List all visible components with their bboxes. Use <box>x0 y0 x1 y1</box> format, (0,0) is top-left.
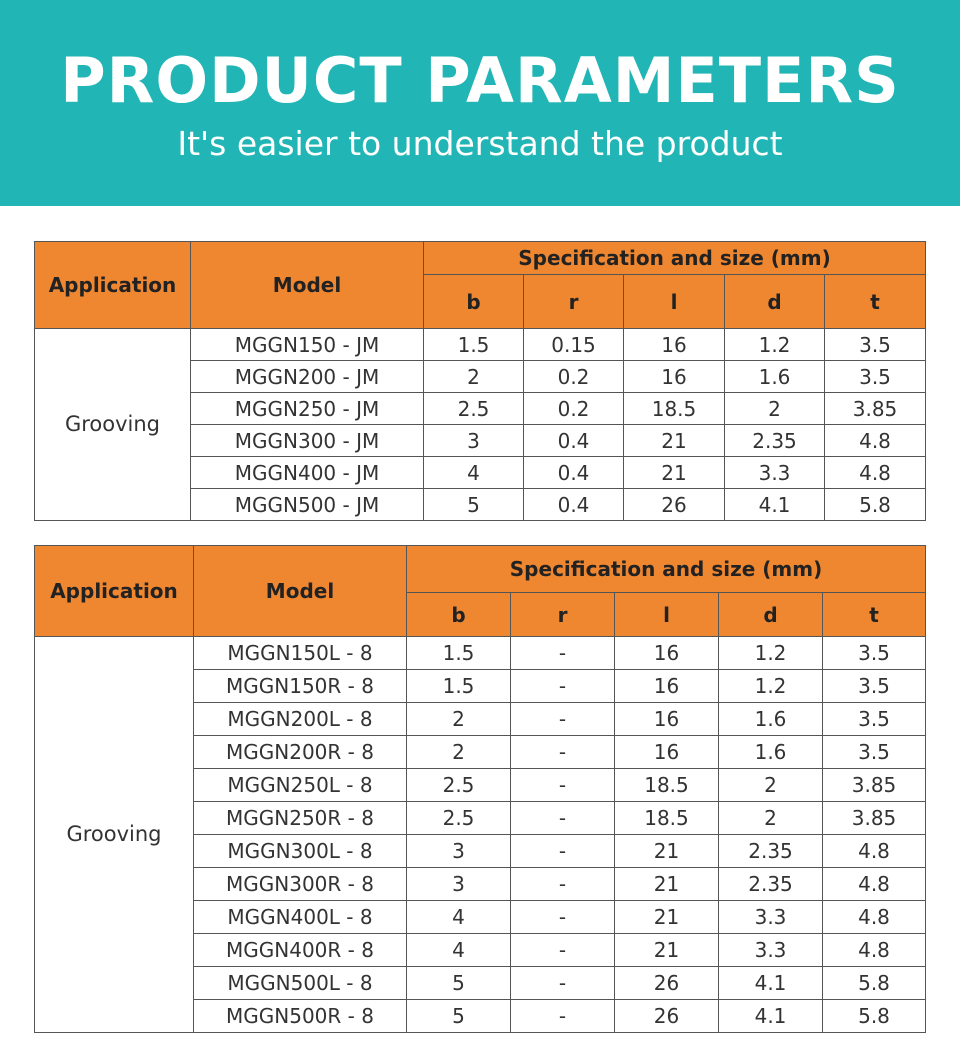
cell-r: 0.4 <box>524 489 624 521</box>
header-col-b: b <box>424 275 524 329</box>
cell-d: 2.35 <box>719 835 823 868</box>
cell-model: MGGN250 - JM <box>191 393 424 425</box>
cell-r: 0.15 <box>524 329 624 361</box>
cell-r: - <box>511 967 615 1000</box>
header-col-d: d <box>719 593 823 637</box>
header-specification: Specification and size (mm) <box>424 242 926 275</box>
cell-d: 1.2 <box>725 329 825 361</box>
cell-r: - <box>511 1000 615 1033</box>
cell-d: 4.1 <box>725 489 825 521</box>
cell-l: 26 <box>624 489 725 521</box>
cell-model: MGGN250R - 8 <box>194 802 407 835</box>
header-banner <box>0 0 960 206</box>
cell-t: 4.8 <box>823 901 926 934</box>
cell-l: 21 <box>624 457 725 489</box>
cell-l: 21 <box>615 934 719 967</box>
cell-l: 16 <box>624 329 725 361</box>
header-specification: Specification and size (mm) <box>407 546 926 593</box>
cell-t: 5.8 <box>823 1000 926 1033</box>
cell-d: 1.2 <box>719 670 823 703</box>
header-model: Model <box>191 242 424 329</box>
page-subtitle: It's easier to understand the product <box>177 124 783 163</box>
cell-d: 4.1 <box>719 967 823 1000</box>
cell-d: 3.3 <box>719 934 823 967</box>
cell-l: 16 <box>615 736 719 769</box>
cell-model: MGGN400R - 8 <box>194 934 407 967</box>
application-cell: Grooving <box>35 329 191 521</box>
spec-table-jm <box>34 241 926 521</box>
cell-t: 4.8 <box>825 425 926 457</box>
table-row <box>35 637 926 670</box>
application-cell: Grooving <box>35 637 194 1033</box>
cell-model: MGGN200 - JM <box>191 361 424 393</box>
cell-d: 1.6 <box>719 736 823 769</box>
cell-t: 3.5 <box>825 361 926 393</box>
cell-t: 4.8 <box>823 835 926 868</box>
cell-r: 0.4 <box>524 457 624 489</box>
cell-d: 1.2 <box>719 637 823 670</box>
cell-b: 5 <box>407 967 511 1000</box>
cell-b: 2.5 <box>424 393 524 425</box>
cell-r: - <box>511 868 615 901</box>
cell-b: 2.5 <box>407 802 511 835</box>
cell-b: 2.5 <box>407 769 511 802</box>
cell-r: 0.2 <box>524 361 624 393</box>
cell-r: - <box>511 802 615 835</box>
cell-b: 1.5 <box>407 637 511 670</box>
cell-l: 21 <box>615 901 719 934</box>
cell-r: - <box>511 934 615 967</box>
cell-b: 4 <box>407 934 511 967</box>
cell-model: MGGN250L - 8 <box>194 769 407 802</box>
cell-r: - <box>511 901 615 934</box>
cell-t: 4.8 <box>825 457 926 489</box>
cell-b: 3 <box>424 425 524 457</box>
cell-r: - <box>511 670 615 703</box>
cell-d: 2.35 <box>719 868 823 901</box>
cell-r: 0.4 <box>524 425 624 457</box>
cell-d: 1.6 <box>725 361 825 393</box>
cell-model: MGGN400 - JM <box>191 457 424 489</box>
cell-d: 2 <box>725 393 825 425</box>
cell-b: 4 <box>407 901 511 934</box>
cell-model: MGGN150 - JM <box>191 329 424 361</box>
cell-l: 21 <box>615 835 719 868</box>
cell-r: - <box>511 736 615 769</box>
header-col-d: d <box>725 275 825 329</box>
cell-l: 26 <box>615 967 719 1000</box>
cell-r: - <box>511 835 615 868</box>
cell-model: MGGN300L - 8 <box>194 835 407 868</box>
cell-t: 3.5 <box>825 329 926 361</box>
cell-b: 2 <box>424 361 524 393</box>
cell-b: 1.5 <box>424 329 524 361</box>
cell-t: 3.85 <box>823 802 926 835</box>
cell-model: MGGN200R - 8 <box>194 736 407 769</box>
cell-model: MGGN500L - 8 <box>194 967 407 1000</box>
cell-t: 3.5 <box>823 670 926 703</box>
table-row <box>35 329 926 361</box>
cell-l: 26 <box>615 1000 719 1033</box>
cell-model: MGGN500 - JM <box>191 489 424 521</box>
cell-r: - <box>511 703 615 736</box>
cell-d: 2.35 <box>725 425 825 457</box>
cell-model: MGGN300R - 8 <box>194 868 407 901</box>
cell-t: 3.5 <box>823 736 926 769</box>
cell-r: - <box>511 637 615 670</box>
spec-table-8 <box>34 545 926 1033</box>
cell-d: 3.3 <box>725 457 825 489</box>
cell-t: 5.8 <box>825 489 926 521</box>
cell-model: MGGN400L - 8 <box>194 901 407 934</box>
cell-b: 2 <box>407 703 511 736</box>
cell-l: 21 <box>615 868 719 901</box>
cell-l: 16 <box>624 361 725 393</box>
cell-t: 5.8 <box>823 967 926 1000</box>
cell-model: MGGN300 - JM <box>191 425 424 457</box>
cell-l: 18.5 <box>615 802 719 835</box>
cell-b: 3 <box>407 868 511 901</box>
header-col-r: r <box>524 275 624 329</box>
cell-l: 16 <box>615 703 719 736</box>
cell-l: 16 <box>615 637 719 670</box>
cell-b: 3 <box>407 835 511 868</box>
header-col-r: r <box>511 593 615 637</box>
cell-d: 4.1 <box>719 1000 823 1033</box>
cell-b: 1.5 <box>407 670 511 703</box>
header-col-t: t <box>825 275 926 329</box>
cell-d: 2 <box>719 769 823 802</box>
cell-t: 4.8 <box>823 934 926 967</box>
cell-b: 5 <box>407 1000 511 1033</box>
cell-t: 3.5 <box>823 703 926 736</box>
header-col-b: b <box>407 593 511 637</box>
cell-t: 3.85 <box>825 393 926 425</box>
cell-t: 3.85 <box>823 769 926 802</box>
cell-model: MGGN150L - 8 <box>194 637 407 670</box>
cell-r: - <box>511 769 615 802</box>
cell-d: 3.3 <box>719 901 823 934</box>
cell-r: 0.2 <box>524 393 624 425</box>
header-application: Application <box>35 546 194 637</box>
header-application: Application <box>35 242 191 329</box>
cell-b: 5 <box>424 489 524 521</box>
header-col-l: l <box>624 275 725 329</box>
cell-l: 18.5 <box>615 769 719 802</box>
cell-t: 3.5 <box>823 637 926 670</box>
cell-model: MGGN500R - 8 <box>194 1000 407 1033</box>
cell-d: 1.6 <box>719 703 823 736</box>
header-col-l: l <box>615 593 719 637</box>
header-col-t: t <box>823 593 926 637</box>
cell-d: 2 <box>719 802 823 835</box>
cell-model: MGGN150R - 8 <box>194 670 407 703</box>
header-model: Model <box>194 546 407 637</box>
cell-l: 16 <box>615 670 719 703</box>
cell-l: 21 <box>624 425 725 457</box>
cell-b: 4 <box>424 457 524 489</box>
cell-t: 4.8 <box>823 868 926 901</box>
cell-b: 2 <box>407 736 511 769</box>
page-title: PRODUCT PARAMETERS <box>60 44 900 117</box>
cell-model: MGGN200L - 8 <box>194 703 407 736</box>
cell-l: 18.5 <box>624 393 725 425</box>
